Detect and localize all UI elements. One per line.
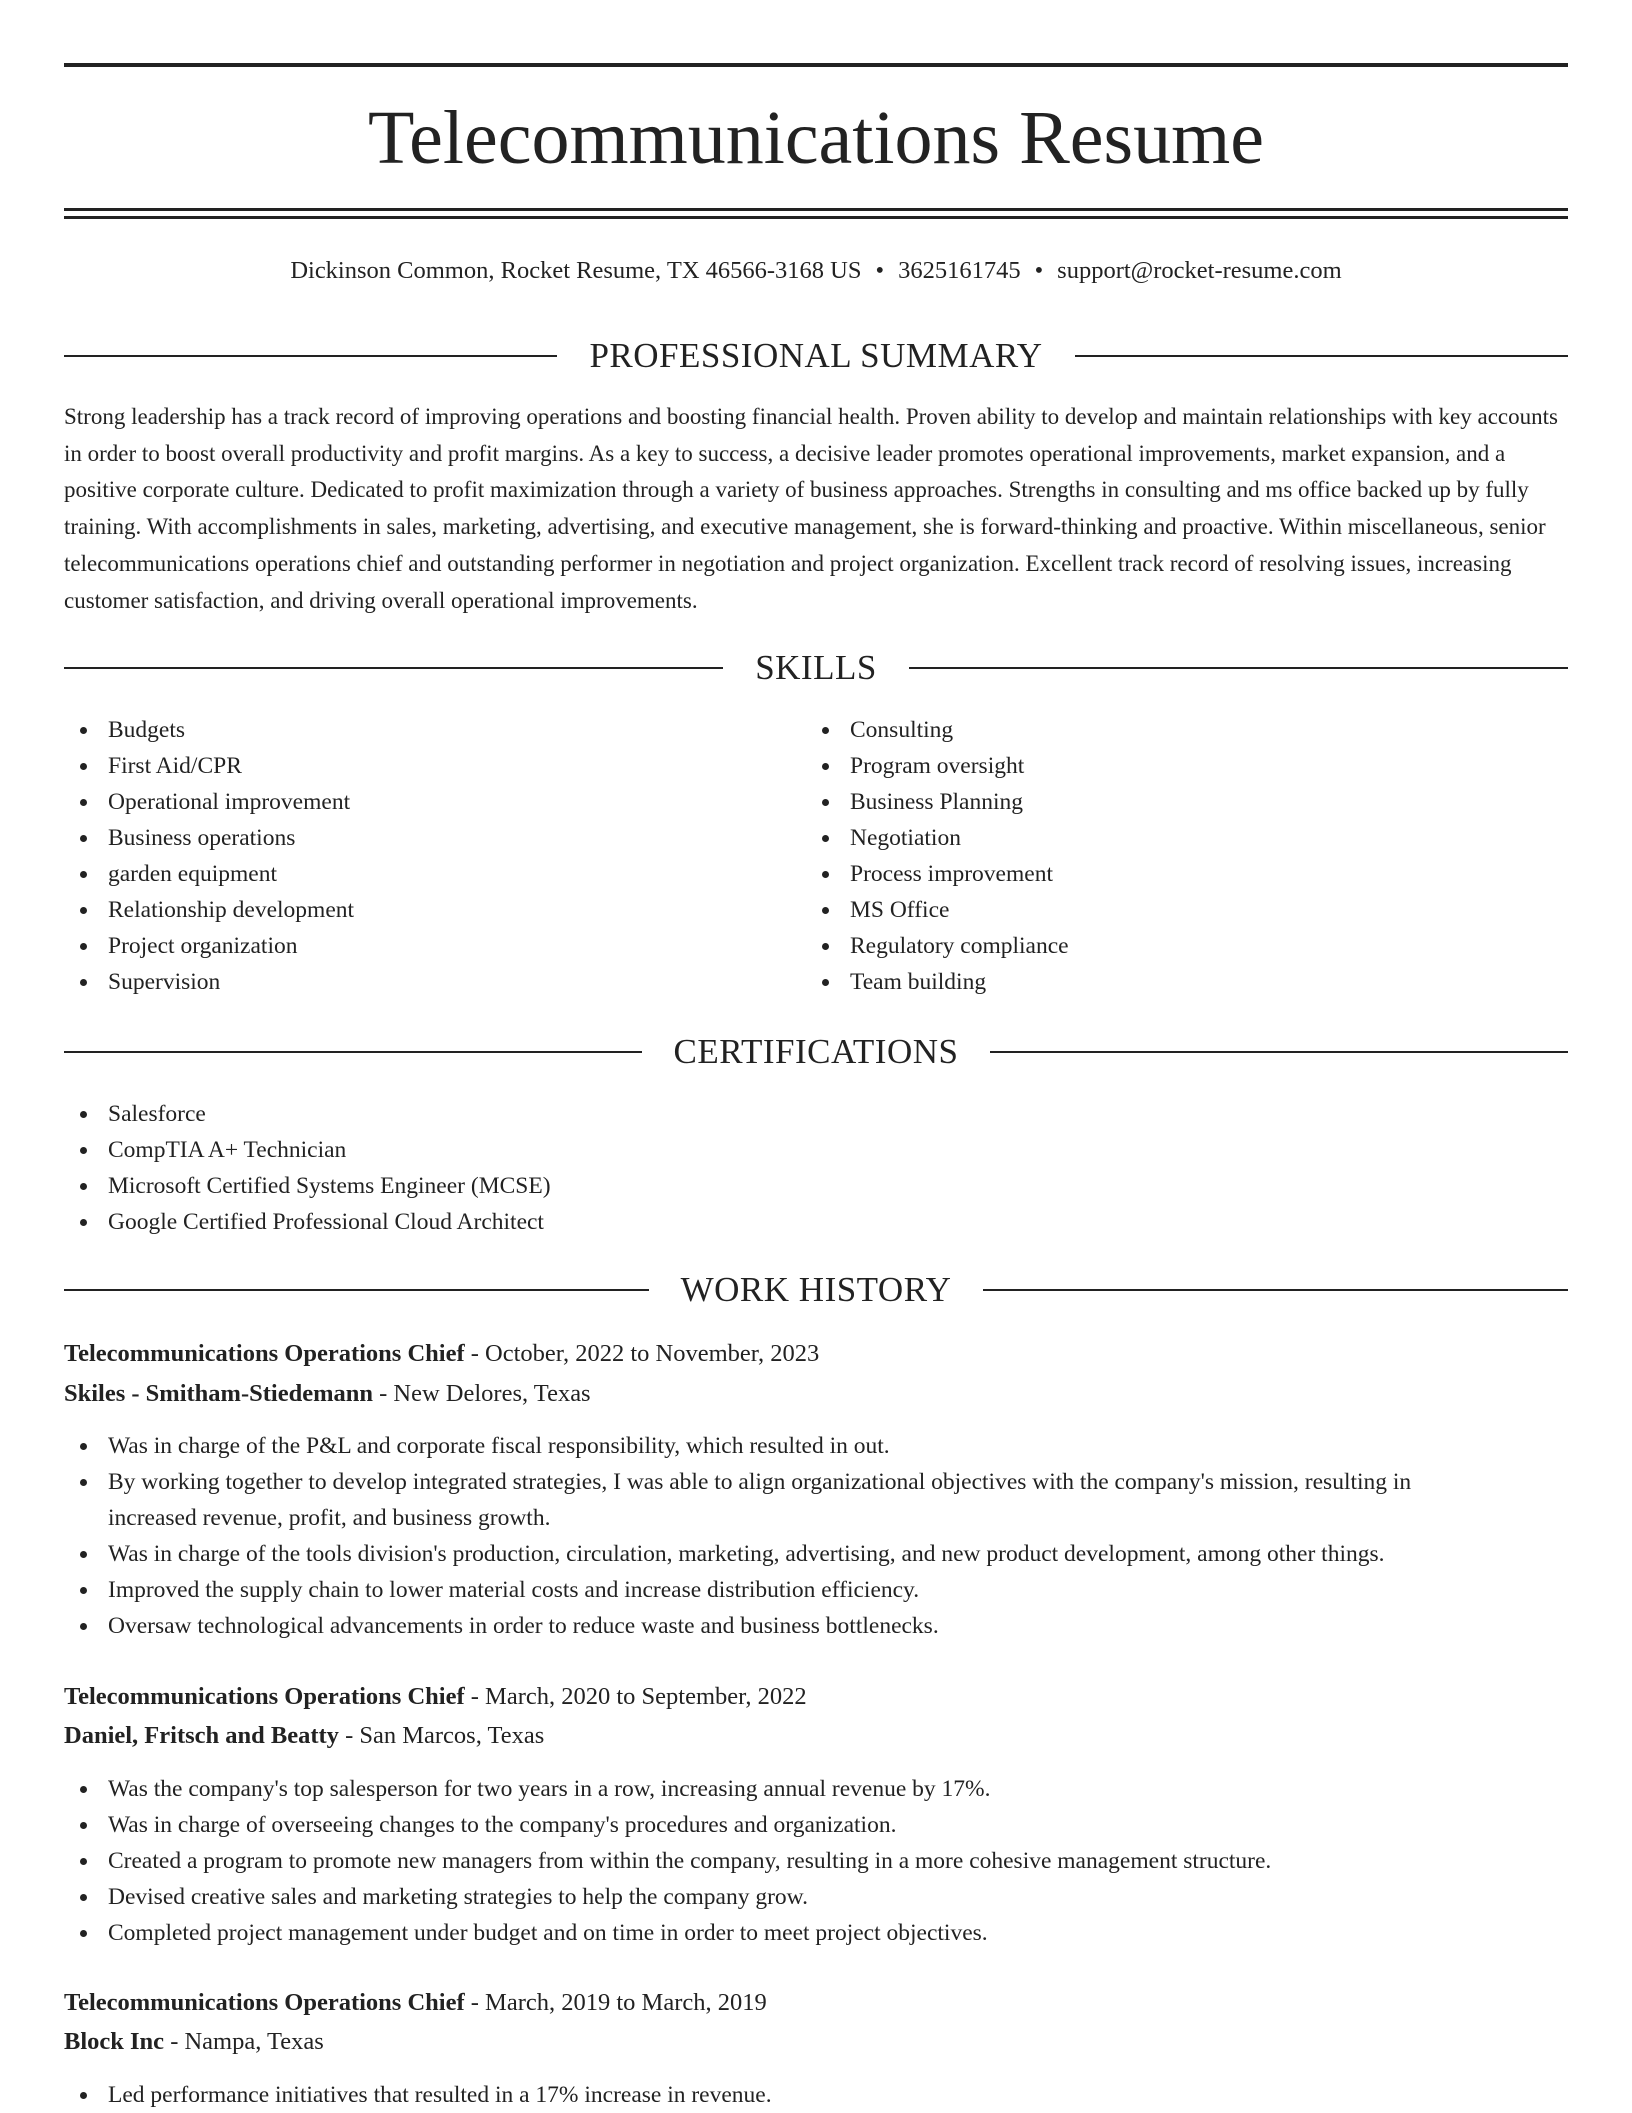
job-company-line <box>64 1716 1568 1756</box>
skill-item: Budgets <box>64 712 804 748</box>
section-title: WORK HISTORY <box>680 1270 952 1309</box>
certification-item: Microsoft Certified Systems Engineer (MCSE) <box>64 1168 1568 1204</box>
heading-rule <box>909 667 1568 669</box>
job-title-line <box>64 1677 1568 1717</box>
heading-rule <box>983 1289 1568 1291</box>
job-location: - New Delores, Texas <box>373 1380 591 1407</box>
job-bullet: Led performance initiatives that resulted in a 17% increase in revenue. <box>64 2077 1504 2113</box>
section-heading-skills <box>64 646 1568 690</box>
skill-item: First Aid/CPR <box>64 748 804 784</box>
job-bullet: Created a program to promote new managers from within the company, resulting in a more cohesive management structure. <box>64 1843 1504 1879</box>
job-bullet: Improved the supply chain to lower material costs and increase distribution efficiency. <box>64 1572 1504 1608</box>
skill-item: Business operations <box>64 820 804 856</box>
heading-rule <box>64 355 557 357</box>
contact-separator: • <box>1034 257 1044 284</box>
skill-item: Supervision <box>64 964 804 1000</box>
section-title: CERTIFICATIONS <box>673 1032 959 1071</box>
job-company-line <box>64 1374 1568 1414</box>
skills-list-right <box>806 712 1546 1000</box>
job-title-line <box>64 1983 1568 2023</box>
skill-item: Regulatory compliance <box>806 928 1546 964</box>
skill-item: Team building <box>806 964 1546 1000</box>
job-dates: - March, 2020 to September, 2022 <box>464 1683 807 1710</box>
contact-line <box>64 254 1568 288</box>
heading-rule <box>64 667 723 669</box>
job-bullets <box>64 2077 1504 2113</box>
section-heading-certifications <box>64 1030 1568 1074</box>
section-heading-work-history <box>64 1268 1568 1312</box>
skill-item: Negotiation <box>806 820 1546 856</box>
contact-address: Dickinson Common, Rocket Resume, TX 46566-3168 US <box>290 257 862 284</box>
job-location: - San Marcos, Texas <box>338 1722 545 1749</box>
heading-rule <box>64 1051 642 1053</box>
job-bullet: Oversaw technological advancements in order to reduce waste and business bottlenecks. <box>64 1608 1504 1644</box>
section-title: SKILLS <box>755 648 877 687</box>
certification-item: Salesforce <box>64 1096 1568 1132</box>
job-company: Skiles - Smitham-Stiedemann <box>64 1380 374 1407</box>
summary-text: Strong leadership has a track record of improving operations and boosting financial health. Proven ability to develop and maintain relationships with key accounts in order to boost overall productivity and profit margins. As a key to success, a decisive leader promotes operational improvements, market expansion, and a positive corporate culture. Dedicated to profit maximization through a variety of business approaches. Strengths in consulting and ms office backed up by fully training. With accomplishments in sales, marketing, advertising, and executive management, she is forward-thinking and proactive. Within miscellaneous, senior telecommunications operations chief and outstanding performer in negotiation and project organization. Excellent track record of resolving issues, increasing customer satisfaction, and driving overall operational improvements. <box>64 404 1558 613</box>
job-bullet: Was the company's top salesperson for two years in a row, increasing annual revenue by 17%. <box>64 1771 1504 1807</box>
title-double-rule-upper <box>64 208 1568 211</box>
contact-separator: • <box>875 257 885 284</box>
contact-phone: 3625161745 <box>898 257 1021 284</box>
job-company-line <box>64 2022 1568 2062</box>
heading-rule <box>1075 355 1568 357</box>
job-location: - Nampa, Texas <box>164 2028 324 2055</box>
job-title-line <box>64 1334 1568 1374</box>
skill-item: Business Planning <box>806 784 1546 820</box>
job-title: Telecommunications Operations Chief <box>64 1989 465 2016</box>
contact-email: support@rocket-resume.com <box>1057 257 1342 284</box>
job-bullet: Was in charge of overseeing changes to the company's procedures and organization. <box>64 1807 1504 1843</box>
job-bullet: Was in charge of the P&L and corporate fiscal responsibility, which resulted in out. <box>64 1428 1504 1464</box>
job-bullets <box>64 1771 1504 1951</box>
job-dates: - October, 2022 to November, 2023 <box>464 1340 820 1367</box>
skills-list-left <box>64 712 804 1000</box>
certification-item: CompTIA A+ Technician <box>64 1132 1568 1168</box>
job-title: Telecommunications Operations Chief <box>64 1340 465 1367</box>
skill-item: Operational improvement <box>64 784 804 820</box>
certifications-list <box>64 1096 1568 1240</box>
skill-item: Project organization <box>64 928 804 964</box>
skill-item: Process improvement <box>806 856 1546 892</box>
skill-item: Consulting <box>806 712 1546 748</box>
section-heading-summary <box>64 334 1568 378</box>
job-company: Block Inc <box>64 2028 165 2055</box>
job-bullet: Was in charge of the tools division's production, circulation, marketing, advertising, and new product development, among other things. <box>64 1536 1504 1572</box>
title-double-rule-lower <box>64 216 1568 219</box>
certification-item: Google Certified Professional Cloud Architect <box>64 1204 1568 1240</box>
job-bullet: Completed project management under budget and on time in order to meet project objectives. <box>64 1915 1504 1951</box>
section-title: PROFESSIONAL SUMMARY <box>589 336 1043 375</box>
job-title: Telecommunications Operations Chief <box>64 1683 465 1710</box>
job-company: Daniel, Fritsch and Beatty <box>64 1722 339 1749</box>
skill-item: MS Office <box>806 892 1546 928</box>
skill-item: garden equipment <box>64 856 804 892</box>
skill-item: Program oversight <box>806 748 1546 784</box>
job-bullet: Devised creative sales and marketing strategies to help the company grow. <box>64 1879 1504 1915</box>
job-bullets <box>64 1428 1504 1644</box>
top-rule <box>64 63 1568 67</box>
job-dates: - March, 2019 to March, 2019 <box>464 1989 767 2016</box>
resume-title: Telecommunications Resume <box>368 96 1264 180</box>
heading-rule <box>990 1051 1568 1053</box>
skill-item: Relationship development <box>64 892 804 928</box>
heading-rule <box>64 1289 649 1291</box>
job-bullet: By working together to develop integrated strategies, I was able to align organizational objectives with the company's mission, resulting in increased revenue, profit, and business growth. <box>64 1464 1504 1536</box>
